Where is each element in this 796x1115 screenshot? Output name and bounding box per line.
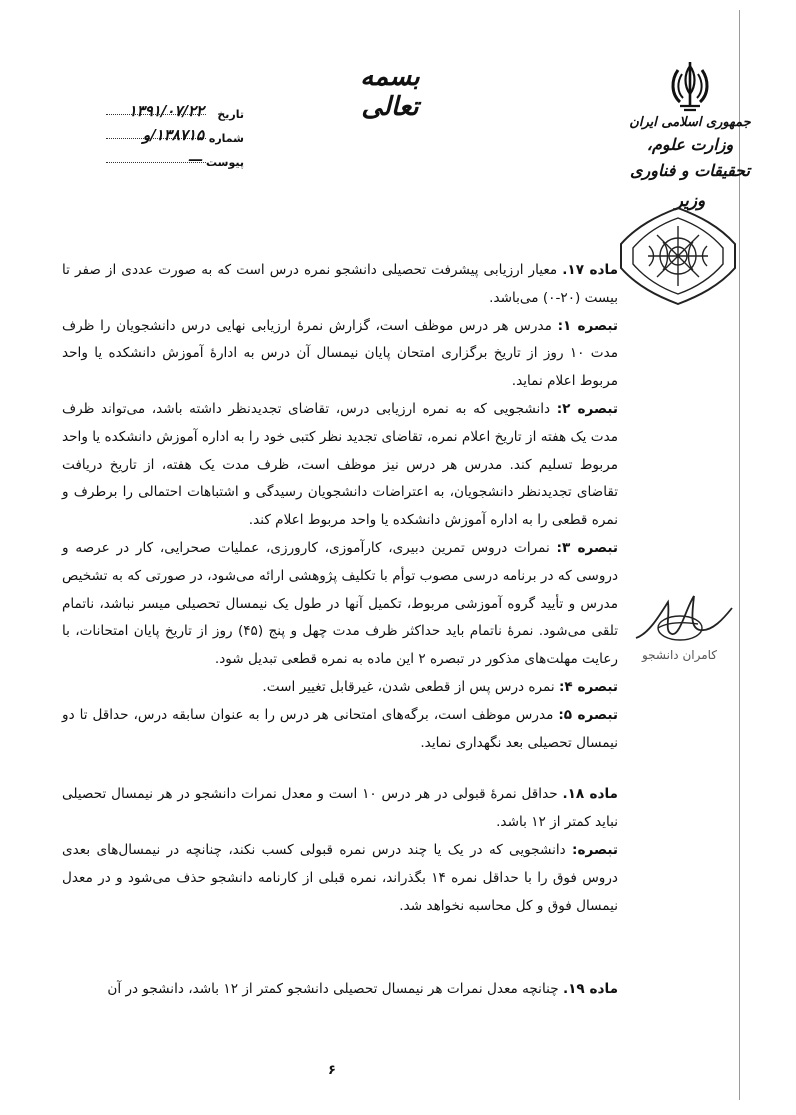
republic-name: جمهوری اسلامی ایران [629,115,751,130]
date-label: تاریخ [217,108,244,121]
attachment-row [44,152,244,176]
note-2-heading: تبصره ۲: [556,400,618,417]
article-18 [62,781,618,837]
note-4-heading: تبصره ۴: [558,678,618,695]
note-3-text: نمرات دروس تمرین دبیری، کارآموزی، کارورزی، عملیات صحرایی، کار در عرصه و دروسی که در برنامه درسی مصوب توأم با تکلیف پژوهشی ارائه می‌شود، در صورتی که به تشخیص مدرس و تأیید گروه آموزشی مربوط، تکمیل آنها در طول یک نیمسال تحصیلی میسر نباشد، ناتمام تلقی می‌شود. نمرهٔ ناتمام باید حداکثر ظرف مدت چهل و پنج (۴۵) روز از تاریخ پایان امتحانات، با رعایت مهلت‌های مذکور در تبصره ۲ این ماده به نمره قطعی تبدیل شود. [62,539,618,668]
number-row [44,128,244,152]
note-5-heading: تبصره ۵: [558,706,618,723]
attachment-value: — [188,150,204,168]
letter-meta [44,104,244,176]
article-19-text: چنانچه معدل نمرات هر نیمسال تحصیلی دانشجو کمتر از ۱۲ باشد، دانشجو در آن [107,981,563,998]
attachment-label: پیوست [206,156,244,169]
article-18-text: حداقل نمرهٔ قبولی در هر درس ۱۰ است و معدل نمرات دانشجو در هر نیمسال تحصیلی نباید کمتر از ۱۲ باشد. [62,786,618,831]
note-1 [62,313,618,396]
document-body [62,257,618,1004]
note-article-18-heading: تبصره: [572,841,618,858]
ministry-name: وزارت علوم، تحقیقات و فناوری [630,135,750,180]
page-number: ۶ [328,1063,336,1078]
note-4-text: نمره درس پس از قطعی شدن، غیرقابل تغییر است. [262,678,559,695]
note-article-18-text: دانشجویی که در یک یا چند درس نمره قبولی کسب نکند، چنانچه در نیمسال‌های بعدی دروس فوق را با حداقل نمره ۱۴ بگذراند، نمره قبلی از کارنامه دانشجو حذف می‌شود و در معدل نیمسال فوق و کل محاسبه نخواهد شد. [62,841,618,914]
note-5-text: مدرس موظف است، برگه‌های امتحانی هر درس را به عنوان سابقه درس، حداقل تا دو نیمسال تحصیلی بعد نگهداری نماید. [62,706,618,751]
article-17-heading: ماده ۱۷. [562,262,618,278]
number-label: شماره [208,132,244,145]
article-18-heading: ماده ۱۸. [562,786,618,803]
article-19 [62,976,618,1004]
bismillah-heading: بسمه تعالی [360,62,420,122]
note-3-heading: تبصره ۳: [556,539,618,556]
number-value: ۱۳۸۷۱۵/و [142,126,204,144]
article-17 [62,257,618,313]
signature-mark [628,588,738,650]
note-2 [62,396,618,535]
date-row [44,104,244,128]
note-1-text: مدرس هر درس موظف است، گزارش نمرهٔ ارزیابی نهایی درس دانشجویان را ظرف مدت ۱۰ روز از تاریخ برگزاری امتحان پایان نیمسال آن درس به ادارهٔ آموزش دانشکده یا واحد مربوط اعلام نماید. [62,317,618,390]
note-4 [62,674,618,702]
date-value: ۱۳۹۱/۰۷/۲۲ [128,102,204,120]
note-3 [62,535,618,674]
note-5 [62,702,618,758]
article-19-heading: ماده ۱۹. [562,981,618,998]
ornament-icon [619,206,737,306]
ministry-block [620,114,760,214]
iran-emblem-icon [668,60,712,114]
minister-title: وزیر [674,191,706,211]
note-2-text: دانشجویی که به نمره ارزیابی درس، تقاضای تجدیدنظر داشته باشد، می‌تواند ظرف مدت یک هفته از تاریخ اعلام نمره، تقاضای تجدید نظر کتبی خود را به اداره آموزش دانشکده یا واحد مربوط تسلیم کند. مدرس هر درس نیز موظف است، ظرف مدت یک هفته، از تاریخ دریافت تقاضای تجدیدنظر دانشجویان، به اعتراضات دانشجویان رسیدگی و اشتباهات احتمالی را برطرف و نمره قطعی را به اداره آموزش دانشکده یا واحد مربوط اعلام کند. [62,400,618,529]
article-17-text: معیار ارزیابی پیشرفت تحصیلی دانشجو نمره درس است که به صورت عددی از صفر تا بیست (۲۰-۰) می‌باشد. [62,262,618,306]
note-1-heading: تبصره ۱: [557,317,619,334]
note-article-18 [62,837,618,920]
signatory-name: کامران دانشجو [641,648,718,662]
